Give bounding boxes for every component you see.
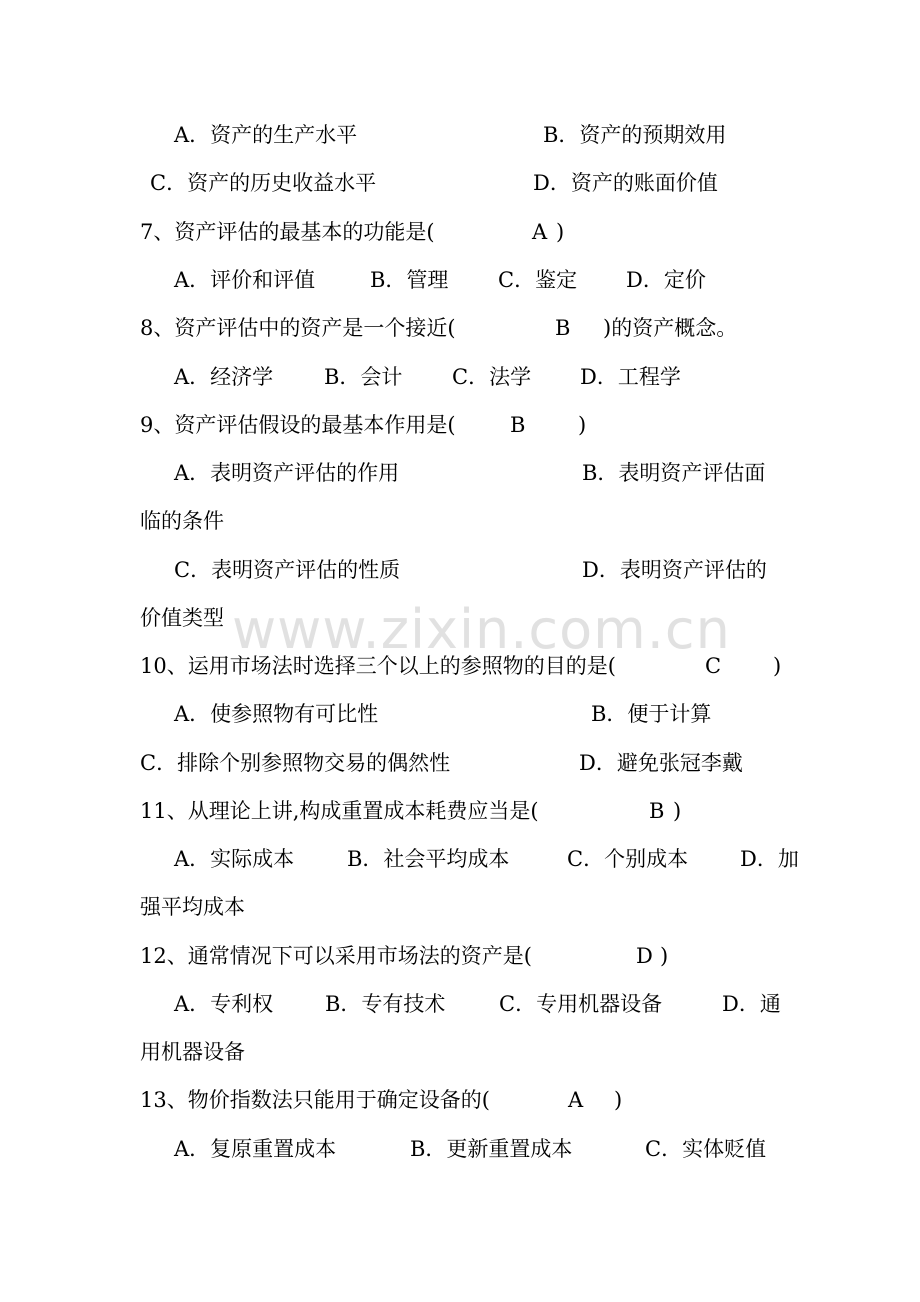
option-a: A．资产的生产水平: [174, 123, 358, 147]
option-b: B．资产的预期效用: [543, 123, 727, 147]
question-7-answer: A: [532, 220, 548, 244]
question-12: 12、通常情况下可以采用市场法的资产是(: [140, 944, 532, 968]
question-7: 7、资产评估的最基本的功能是(: [140, 220, 435, 244]
option-d: D．定价: [626, 268, 706, 292]
question-13-close: ): [614, 1088, 623, 1112]
question-12-close: ): [660, 944, 669, 968]
question-10-answer: C: [705, 654, 722, 678]
option-c: C．个别成本: [567, 847, 689, 871]
question-12-answer: D: [636, 944, 653, 968]
option-a: A．经济学: [174, 365, 274, 389]
option-a: A．实际成本: [174, 847, 295, 871]
question-8-close: )的资产概念。: [603, 316, 738, 340]
option-a: A．复原重置成本: [174, 1137, 337, 1161]
question-13: 13、物价指数法只能用于确定设备的(: [140, 1088, 490, 1112]
question-8-answer: B: [555, 316, 571, 340]
option-d-continued: 价值类型: [140, 606, 224, 630]
option-d: D．表明资产评估的: [582, 558, 767, 582]
question-11: 11、从理论上讲,构成重置成本耗费应当是(: [140, 799, 539, 823]
option-d-continued: 强平均成本: [140, 895, 245, 919]
question-13-answer: A: [568, 1088, 584, 1112]
option-b: B．更新重置成本: [410, 1137, 573, 1161]
option-b-continued: 临的条件: [140, 509, 224, 533]
option-b: B．管理: [370, 268, 449, 292]
question-9-close: ): [578, 413, 587, 437]
option-a: A．表明资产评估的作用: [174, 461, 400, 485]
option-d: D．资产的账面价值: [533, 171, 718, 195]
option-b: B．专有技术: [325, 992, 446, 1016]
option-d: D．通: [722, 992, 781, 1016]
option-c: C．专用机器设备: [499, 992, 663, 1016]
option-c: C．实体贬值: [645, 1137, 767, 1161]
option-c: C．鉴定: [498, 268, 578, 292]
option-d: D．工程学: [580, 365, 681, 389]
question-9: 9、资产评估假设的最基本作用是(: [140, 413, 456, 437]
option-b: B．便于计算: [591, 702, 712, 726]
question-8: 8、资产评估中的资产是一个接近(: [140, 316, 456, 340]
watermark: www.zixin.com.cn: [232, 598, 731, 661]
question-9-answer: B: [510, 413, 526, 437]
question-10-close: ): [773, 654, 782, 678]
option-b: B．社会平均成本: [347, 847, 510, 871]
question-11-close: ): [673, 799, 682, 823]
option-c: C．资产的历史收益水平: [150, 171, 377, 195]
question-11-answer: B: [649, 799, 665, 823]
option-a: A．专利权: [174, 992, 274, 1016]
option-a: A．评价和评值: [174, 268, 316, 292]
option-b: B．会计: [324, 365, 403, 389]
option-c: C．排除个别参照物交易的偶然性: [140, 751, 451, 775]
option-c: C．法学: [452, 365, 532, 389]
option-d: D．加: [740, 847, 799, 871]
option-d-continued: 用机器设备: [140, 1040, 245, 1064]
option-d: D．避免张冠李戴: [579, 751, 743, 775]
option-c: C．表明资产评估的性质: [174, 558, 401, 582]
option-b: B．表明资产评估面: [582, 461, 766, 485]
option-a: A．使参照物有可比性: [174, 702, 379, 726]
question-10: 10、运用市场法时选择三个以上的参照物的目的是(: [140, 654, 616, 678]
question-7-close: ): [556, 220, 565, 244]
